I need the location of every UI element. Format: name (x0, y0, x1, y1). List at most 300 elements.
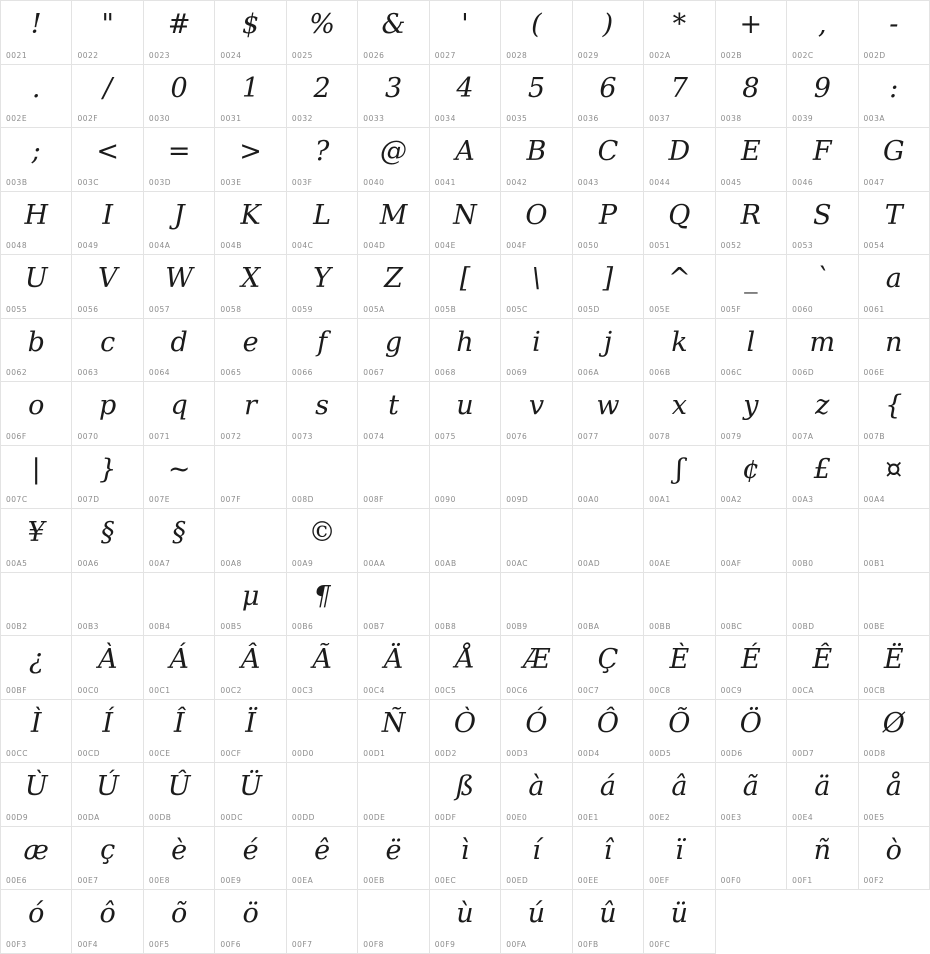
glyph-character (501, 512, 571, 554)
glyph-character: A (455, 136, 475, 167)
glyph-cell[interactable] (144, 192, 215, 256)
glyph-cell[interactable] (1, 763, 72, 827)
glyph-cell[interactable] (144, 763, 215, 827)
glyph-unicode-code: 00C3 (291, 685, 314, 695)
glyph-cell[interactable] (287, 128, 358, 192)
glyph-cell[interactable] (787, 255, 858, 319)
glyph-unicode-code: 00E9 (220, 876, 242, 885)
glyph-cell[interactable] (287, 700, 358, 764)
glyph-character (287, 449, 357, 491)
glyph-cell[interactable] (573, 65, 644, 129)
glyph-cell[interactable] (144, 890, 215, 954)
glyph-cell[interactable] (716, 1, 787, 65)
glyph-character: ô (99, 898, 116, 929)
glyph-character: x (671, 390, 687, 421)
glyph-cell[interactable] (144, 509, 215, 573)
glyph-cell[interactable] (573, 573, 644, 637)
glyph-character (787, 512, 857, 554)
glyph-cell[interactable] (287, 763, 358, 827)
glyph-cell[interactable] (859, 192, 930, 256)
glyph-cell[interactable] (859, 255, 930, 319)
glyph-cell[interactable] (430, 192, 501, 256)
glyph-cell[interactable] (501, 509, 572, 573)
glyph-cell[interactable] (144, 382, 215, 446)
glyph-unicode-code: 00BC (720, 622, 743, 631)
glyph-character: 6 (599, 72, 617, 104)
glyph-character: w (596, 390, 620, 421)
glyph-cell[interactable] (430, 382, 501, 446)
glyph-character: ü (670, 898, 689, 929)
glyph-cell[interactable] (287, 890, 358, 954)
glyph-cell[interactable] (1, 128, 72, 192)
glyph-cell[interactable] (358, 509, 429, 573)
glyph-unicode-code: 003D (148, 177, 172, 187)
glyph-cell[interactable] (358, 192, 429, 256)
glyph-character: Ñ (381, 707, 406, 739)
glyph-cell[interactable] (716, 636, 787, 700)
glyph-unicode-code: 004F (506, 241, 527, 250)
glyph-character: E (740, 136, 761, 167)
glyph-cell[interactable] (787, 192, 858, 256)
glyph-character: Î (173, 707, 185, 739)
glyph-cell[interactable] (573, 509, 644, 573)
glyph-cell[interactable] (215, 890, 286, 954)
glyph-cell[interactable] (501, 890, 572, 954)
glyph-cell[interactable] (72, 319, 143, 383)
glyph-cell[interactable] (573, 890, 644, 954)
glyph-unicode-code: 0037 (649, 114, 671, 123)
glyph-character: É (740, 644, 761, 675)
glyph-unicode-code: 00F6 (220, 939, 242, 949)
glyph-cell[interactable] (215, 192, 286, 256)
glyph-cell[interactable] (573, 636, 644, 700)
glyph-cell[interactable] (716, 128, 787, 192)
glyph-unicode-code: 00C6 (506, 685, 528, 695)
glyph-character: p (99, 390, 117, 421)
glyph-cell[interactable] (859, 573, 930, 637)
glyph-unicode-code: 00BF (6, 685, 28, 695)
glyph-unicode-code: 0045 (720, 177, 742, 187)
glyph-character (644, 512, 714, 554)
glyph-cell[interactable] (644, 65, 715, 129)
glyph-cell[interactable] (144, 255, 215, 319)
glyph-cell[interactable] (859, 65, 930, 129)
glyph-unicode-code: 005F (720, 304, 742, 314)
glyph-cell[interactable] (287, 573, 358, 637)
glyph-character: # (167, 9, 191, 40)
glyph-cell[interactable] (501, 382, 572, 446)
glyph-cell[interactable] (787, 636, 858, 700)
glyph-character: z (815, 390, 830, 421)
glyph-character: Ê (812, 644, 833, 675)
glyph-cell[interactable] (859, 382, 930, 446)
glyph-cell[interactable] (144, 65, 215, 129)
glyph-unicode-code: 0054 (863, 241, 885, 250)
glyph-cell[interactable] (573, 319, 644, 383)
glyph-cell[interactable] (573, 446, 644, 510)
glyph-cell[interactable] (787, 65, 858, 129)
glyph-cell[interactable] (358, 636, 429, 700)
glyph-cell[interactable] (144, 446, 215, 510)
glyph-cell[interactable] (787, 509, 858, 573)
glyph-cell[interactable] (358, 763, 429, 827)
glyph-character: > (239, 136, 262, 167)
glyph-character: k (671, 326, 688, 358)
glyph-cell[interactable] (72, 1, 143, 65)
glyph-cell[interactable] (1, 509, 72, 573)
glyph-unicode-code: 0033 (363, 114, 385, 123)
glyph-cell[interactable] (358, 319, 429, 383)
glyph-cell[interactable] (1, 255, 72, 319)
glyph-character (72, 576, 142, 618)
glyph-cell[interactable] (72, 192, 143, 256)
glyph-cell[interactable] (144, 319, 215, 383)
glyph-unicode-code: 00D3 (506, 749, 529, 758)
glyph-character (501, 449, 571, 491)
glyph-cell[interactable] (859, 763, 930, 827)
glyph-unicode-code: 00D1 (363, 749, 386, 758)
glyph-cell[interactable] (215, 382, 286, 446)
glyph-cell[interactable] (1, 446, 72, 510)
glyph-character: J (173, 199, 185, 231)
glyph-cell[interactable] (501, 700, 572, 764)
glyph-cell[interactable] (1, 573, 72, 637)
glyph-cell[interactable] (287, 827, 358, 891)
glyph-cell[interactable] (430, 636, 501, 700)
glyph-cell[interactable] (716, 255, 787, 319)
glyph-cell[interactable] (501, 65, 572, 129)
glyph-cell[interactable] (287, 509, 358, 573)
glyph-character: , (818, 9, 827, 40)
glyph-cell[interactable] (430, 827, 501, 891)
glyph-cell[interactable] (358, 255, 429, 319)
glyph-cell[interactable] (358, 1, 429, 65)
glyph-cell[interactable] (644, 128, 715, 192)
glyph-unicode-code: 0022 (77, 50, 99, 60)
glyph-cell[interactable] (573, 128, 644, 192)
glyph-character: Ä (383, 644, 404, 675)
glyph-cell[interactable] (716, 573, 787, 637)
glyph-cell[interactable] (644, 636, 715, 700)
glyph-cell[interactable] (501, 128, 572, 192)
glyph-cell[interactable] (287, 382, 358, 446)
glyph-cell[interactable] (787, 1, 858, 65)
glyph-character: Â (240, 644, 261, 675)
glyph-character (215, 512, 285, 554)
glyph-cell[interactable] (859, 636, 930, 700)
glyph-character (287, 766, 357, 808)
glyph-cell[interactable] (430, 573, 501, 637)
glyph-unicode-code: 00A3 (792, 495, 814, 504)
glyph-cell[interactable] (1, 382, 72, 446)
glyph-unicode-code: 003E (220, 177, 242, 187)
glyph-cell[interactable] (1, 192, 72, 256)
glyph-character: R (740, 199, 761, 231)
glyph-cell[interactable] (215, 255, 286, 319)
glyph-unicode-code: 00AA (363, 558, 386, 568)
glyph-unicode-code: 00AD (577, 558, 601, 568)
glyph-character: % (309, 9, 335, 40)
glyph-character: § (100, 517, 115, 548)
glyph-cell[interactable] (72, 128, 143, 192)
glyph-cell[interactable] (644, 700, 715, 764)
glyph-unicode-code: 00CF (220, 749, 242, 758)
grid-filler (716, 890, 787, 954)
glyph-unicode-code: 00A4 (863, 495, 885, 504)
glyph-cell[interactable] (358, 700, 429, 764)
glyph-cell[interactable] (430, 700, 501, 764)
glyph-cell[interactable] (215, 509, 286, 573)
glyph-cell[interactable] (859, 446, 930, 510)
glyph-cell[interactable] (287, 65, 358, 129)
glyph-cell[interactable] (501, 255, 572, 319)
glyph-unicode-code: 00FC (649, 939, 671, 949)
glyph-cell[interactable] (215, 319, 286, 383)
glyph-unicode-code: 0052 (720, 241, 742, 250)
glyph-cell[interactable] (215, 700, 286, 764)
glyph-cell[interactable] (72, 700, 143, 764)
glyph-cell[interactable] (215, 573, 286, 637)
glyph-unicode-code: 0063 (77, 368, 99, 377)
glyph-cell[interactable] (287, 255, 358, 319)
glyph-cell[interactable] (358, 65, 429, 129)
glyph-cell[interactable] (430, 763, 501, 827)
glyph-unicode-code: 003F (291, 177, 313, 187)
glyph-cell[interactable] (787, 446, 858, 510)
glyph-cell[interactable] (716, 763, 787, 827)
glyph-cell[interactable] (215, 1, 286, 65)
glyph-character (716, 512, 786, 554)
glyph-cell[interactable] (859, 509, 930, 573)
glyph-cell[interactable] (501, 763, 572, 827)
glyph-unicode-code: 00D2 (434, 749, 457, 758)
glyph-character: = (167, 136, 191, 167)
glyph-cell[interactable] (358, 890, 429, 954)
glyph-unicode-code: 00B0 (792, 558, 814, 568)
glyph-cell[interactable] (573, 1, 644, 65)
glyph-cell[interactable] (72, 509, 143, 573)
glyph-cell[interactable] (859, 319, 930, 383)
glyph-cell[interactable] (716, 382, 787, 446)
glyph-cell[interactable] (287, 636, 358, 700)
glyph-cell[interactable] (573, 382, 644, 446)
glyph-cell[interactable] (144, 573, 215, 637)
glyph-cell[interactable] (215, 636, 286, 700)
glyph-cell[interactable] (430, 509, 501, 573)
glyph-cell[interactable] (215, 827, 286, 891)
glyph-cell[interactable] (358, 382, 429, 446)
glyph-cell[interactable] (1, 65, 72, 129)
glyph-cell[interactable] (72, 382, 143, 446)
glyph-unicode-code: 0035 (506, 114, 528, 123)
glyph-unicode-code: 007B (863, 431, 885, 441)
glyph-cell[interactable] (573, 192, 644, 256)
glyph-cell[interactable] (644, 763, 715, 827)
glyph-cell[interactable] (72, 446, 143, 510)
glyph-unicode-code: 0090 (434, 495, 456, 504)
glyph-cell[interactable] (287, 446, 358, 510)
glyph-cell[interactable] (501, 192, 572, 256)
glyph-character: a (885, 263, 902, 294)
glyph-unicode-code: 004C (291, 241, 314, 250)
glyph-unicode-code: 00BA (577, 622, 600, 631)
glyph-cell[interactable] (430, 319, 501, 383)
glyph-unicode-code: 00A2 (720, 495, 743, 504)
glyph-cell[interactable] (573, 763, 644, 827)
glyph-cell[interactable] (215, 128, 286, 192)
glyph-cell[interactable] (716, 509, 787, 573)
glyph-character: B (526, 136, 547, 167)
glyph-cell[interactable] (716, 446, 787, 510)
glyph-unicode-code: 0056 (77, 304, 99, 314)
glyph-cell[interactable] (287, 192, 358, 256)
glyph-character: q (170, 390, 188, 421)
glyph-cell[interactable] (644, 509, 715, 573)
glyph-cell[interactable] (501, 573, 572, 637)
glyph-cell[interactable] (644, 382, 715, 446)
glyph-unicode-code: 00C1 (148, 685, 171, 695)
glyph-cell[interactable] (859, 700, 930, 764)
glyph-character: & (381, 9, 406, 40)
glyph-cell[interactable] (644, 827, 715, 891)
glyph-unicode-code: 002F (77, 114, 99, 123)
glyph-unicode-code: 00C4 (363, 685, 385, 695)
glyph-cell[interactable] (787, 128, 858, 192)
glyph-character (716, 576, 786, 618)
glyph-cell[interactable] (716, 700, 787, 764)
glyph-cell[interactable] (358, 827, 429, 891)
glyph-unicode-code: 00EC (434, 876, 457, 885)
glyph-cell[interactable] (430, 890, 501, 954)
glyph-cell[interactable] (644, 573, 715, 637)
glyph-cell[interactable] (430, 446, 501, 510)
glyph-cell[interactable] (430, 128, 501, 192)
glyph-cell[interactable] (501, 827, 572, 891)
glyph-character: N (453, 199, 477, 231)
glyph-cell[interactable] (1, 827, 72, 891)
glyph-character: Æ (522, 644, 550, 675)
glyph-cell[interactable] (716, 319, 787, 383)
glyph-cell[interactable] (644, 890, 715, 954)
glyph-unicode-code: 00FA (506, 939, 527, 949)
glyph-cell[interactable] (501, 319, 572, 383)
glyph-unicode-code: 0046 (792, 177, 814, 187)
glyph-cell[interactable] (1, 1, 72, 65)
glyph-cell[interactable] (215, 763, 286, 827)
glyph-cell[interactable] (358, 128, 429, 192)
glyph-unicode-code: 006C (720, 368, 743, 377)
glyph-unicode-code: 0039 (792, 114, 814, 123)
glyph-cell[interactable] (787, 319, 858, 383)
glyph-cell[interactable] (573, 700, 644, 764)
glyph-unicode-code: 00A9 (291, 558, 314, 568)
glyph-cell[interactable] (72, 890, 143, 954)
glyph-cell[interactable] (859, 827, 930, 891)
glyph-cell[interactable] (72, 827, 143, 891)
glyph-cell[interactable] (573, 255, 644, 319)
glyph-cell[interactable] (144, 128, 215, 192)
glyph-cell[interactable] (144, 1, 215, 65)
glyph-character (430, 576, 500, 618)
glyph-cell[interactable] (72, 573, 143, 637)
glyph-cell[interactable] (859, 128, 930, 192)
glyph-cell[interactable] (358, 446, 429, 510)
glyph-cell[interactable] (501, 636, 572, 700)
glyph-character: S (813, 199, 832, 231)
glyph-unicode-code: 0036 (577, 114, 599, 123)
glyph-unicode-code: 0026 (363, 50, 385, 60)
glyph-cell[interactable] (430, 255, 501, 319)
glyph-unicode-code: 0024 (220, 50, 242, 60)
glyph-cell[interactable] (72, 636, 143, 700)
glyph-cell[interactable] (1, 890, 72, 954)
glyph-cell[interactable] (787, 700, 858, 764)
glyph-cell[interactable] (859, 1, 930, 65)
glyph-cell[interactable] (644, 446, 715, 510)
glyph-cell[interactable] (358, 573, 429, 637)
glyph-character: Û (167, 771, 191, 802)
glyph-unicode-code: 006B (649, 368, 671, 377)
glyph-cell[interactable] (287, 1, 358, 65)
glyph-cell[interactable] (1, 319, 72, 383)
glyph-cell[interactable] (72, 763, 143, 827)
glyph-unicode-code: 00F2 (863, 876, 885, 885)
glyph-cell[interactable] (1, 636, 72, 700)
glyph-cell[interactable] (72, 65, 143, 129)
glyph-unicode-code: 00BD (792, 622, 815, 631)
glyph-cell[interactable] (215, 65, 286, 129)
glyph-character: ] (602, 263, 614, 294)
glyph-unicode-code: 00CD (77, 749, 101, 758)
glyph-character: ¥ (27, 517, 45, 548)
glyph-cell[interactable] (644, 1, 715, 65)
glyph-unicode-code: 00C7 (577, 685, 600, 695)
glyph-cell[interactable] (716, 192, 787, 256)
glyph-cell[interactable] (144, 827, 215, 891)
glyph-character: ' (461, 9, 469, 40)
glyph-cell[interactable] (716, 65, 787, 129)
glyph-unicode-code: 00B9 (506, 622, 528, 631)
glyph-cell[interactable] (787, 382, 858, 446)
glyph-cell[interactable] (72, 255, 143, 319)
glyph-unicode-code: 00C8 (649, 685, 671, 695)
glyph-cell[interactable] (644, 255, 715, 319)
glyph-cell[interactable] (215, 446, 286, 510)
glyph-character: õ (171, 898, 188, 929)
glyph-unicode-code: 00E7 (77, 876, 99, 885)
glyph-cell[interactable] (716, 827, 787, 891)
glyph-cell[interactable] (573, 827, 644, 891)
glyph-cell[interactable] (144, 700, 215, 764)
glyph-cell[interactable] (501, 1, 572, 65)
glyph-cell[interactable] (644, 319, 715, 383)
glyph-cell[interactable] (787, 763, 858, 827)
glyph-character: ç (100, 834, 116, 866)
glyph-cell[interactable] (787, 573, 858, 637)
glyph-cell[interactable] (430, 1, 501, 65)
glyph-cell[interactable] (501, 446, 572, 510)
glyph-cell[interactable] (144, 636, 215, 700)
glyph-character: ` (815, 263, 830, 294)
glyph-character: £ (813, 453, 831, 485)
glyph-unicode-code: 004A (148, 241, 171, 250)
glyph-cell[interactable] (644, 192, 715, 256)
glyph-cell[interactable] (430, 65, 501, 129)
glyph-cell[interactable] (1, 700, 72, 764)
glyph-cell[interactable] (787, 827, 858, 891)
glyph-character: - (889, 9, 899, 40)
glyph-cell[interactable] (287, 319, 358, 383)
